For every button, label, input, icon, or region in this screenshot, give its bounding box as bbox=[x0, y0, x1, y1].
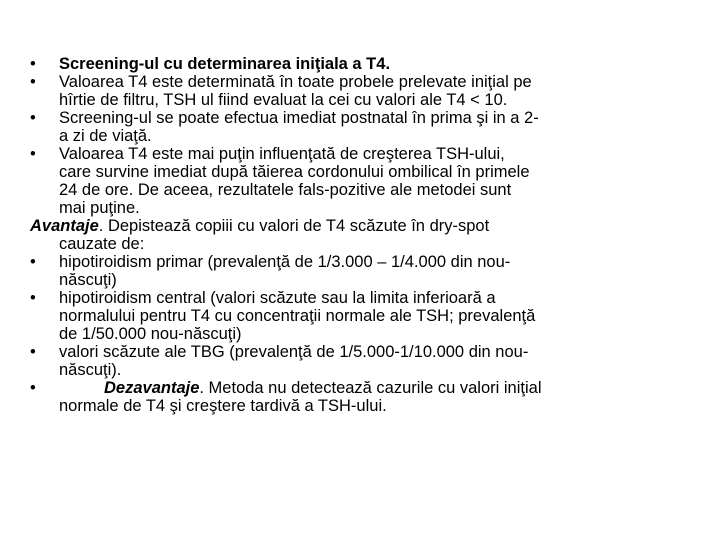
dezavantaje-line-2: normale de T4 şi creştere tardivă a TSH-ului. bbox=[59, 397, 387, 415]
item-text: de 1/50.000 nou-născuţi) bbox=[59, 325, 242, 343]
bullet-item-screening-postnatal bbox=[30, 109, 685, 145]
bullet-marker: • bbox=[30, 253, 36, 271]
bullet-marker: • bbox=[30, 73, 36, 91]
item-text: născuţi). bbox=[59, 361, 122, 379]
bullet-item-tbg bbox=[30, 343, 685, 379]
item-text: a zi de viaţă. bbox=[59, 127, 152, 145]
item-text: mai puţine. bbox=[59, 199, 140, 217]
item-text: Valoarea T4 este determinată în toate probele prelevate iniţial pe bbox=[59, 73, 532, 91]
item-text: care survine imediat după tăierea cordonului ombilical în primele bbox=[59, 163, 530, 181]
item-text: valori scăzute ale TBG (prevalenţă de 1/5.000-1/10.000 din nou- bbox=[59, 343, 529, 361]
avantaje-text: . Depistează copiii cu valori de T4 scăzute în dry-spot bbox=[98, 217, 490, 235]
item-text: hipotiroidism primar (prevalenţă de 1/3.000 – 1/4.000 din nou- bbox=[59, 253, 511, 271]
bullet-marker: • bbox=[30, 145, 36, 163]
bullet-marker: • bbox=[30, 55, 36, 73]
bullet-item-tsh-influence bbox=[30, 145, 685, 217]
item-text: normalului pentru T4 cu concentraţii normale ale TSH; prevalenţă bbox=[59, 307, 536, 325]
bullet-marker: • bbox=[30, 343, 36, 361]
avantaje-line-2: cauzate de: bbox=[59, 235, 145, 253]
item-text: Screening-ul cu determinarea iniţiala a T4. bbox=[59, 55, 391, 73]
dezavantaje-text: . Metoda nu detectează cazurile cu valori iniţial bbox=[199, 379, 542, 397]
bullet-marker: • bbox=[30, 379, 36, 397]
item-text: Screening-ul se poate efectua imediat postnatal în prima şi in a 2- bbox=[59, 109, 539, 127]
bullet-item-hipotiroidism-primar bbox=[30, 253, 685, 289]
bullet-marker: • bbox=[30, 109, 36, 127]
bullet-item-screening-initial bbox=[30, 55, 685, 73]
bullet-marker: • bbox=[30, 289, 36, 307]
avantaje-line bbox=[30, 217, 685, 235]
item-text: hîrtie de filtru, TSH ul fiind evaluat la cei cu valori ale T4 < 10. bbox=[59, 91, 508, 109]
slide-content bbox=[30, 55, 685, 415]
bullet-item-dezavantaje bbox=[30, 379, 685, 415]
item-text: hipotiroidism central (valori scăzute sau la limita inferioară a bbox=[59, 289, 496, 307]
dezavantaje-line bbox=[59, 379, 685, 397]
bullet-item-hipotiroidism-central bbox=[30, 289, 685, 343]
dezavantaje-label: Dezavantaje bbox=[104, 379, 200, 397]
item-text: 24 de ore. De aceea, rezultatele fals-pozitive ale metodei sunt bbox=[59, 181, 512, 199]
item-text: născuţi) bbox=[59, 271, 117, 289]
avantaje-paragraph bbox=[30, 217, 685, 253]
bullet-item-valoarea-t4 bbox=[30, 73, 685, 109]
avantaje-label: Avantaje bbox=[30, 217, 99, 235]
item-text: Valoarea T4 este mai puţin influenţată de creşterea TSH-ului, bbox=[59, 145, 505, 163]
